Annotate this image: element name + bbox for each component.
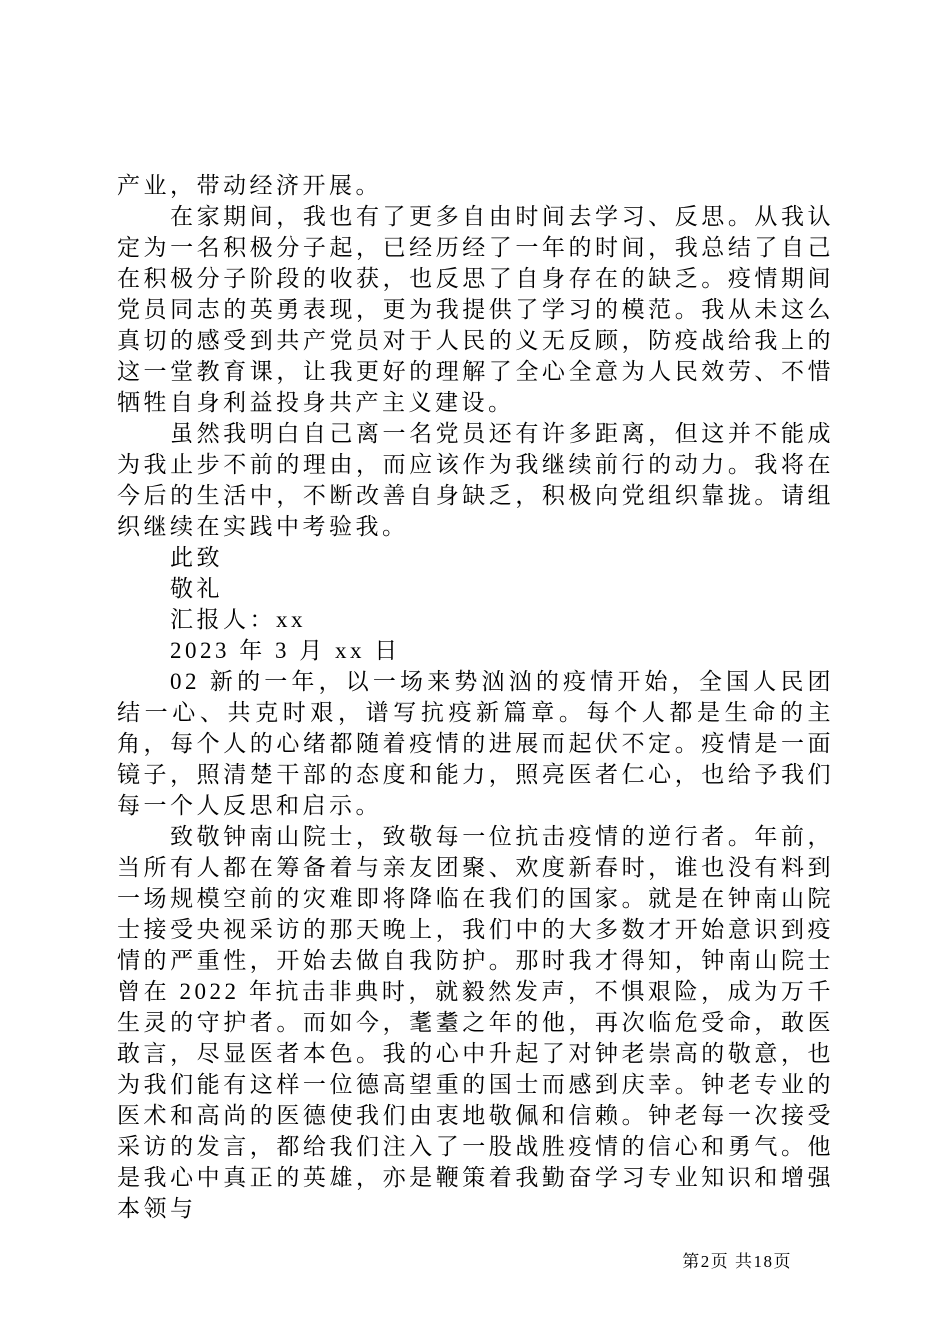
page-number: 第2页 共18页 [682,1252,792,1271]
paragraph: 在家期间，我也有了更多自由时间去学习、反思。从我认定为一名积极分子起，已经历经了一年的时间，我总结了自己在积极分子阶段的收获，也反思了自身存在的缺乏。疫情期间党员同志的英勇表现，更为我提供了学习的模范。我从未这么真切的感受到共产党员对于人民的义无反顾，防疫战给我上的这一堂教育课，让我更好的理解了全心全意为人民效劳、不惜牺牲自身利益投身共产主义建设。 [117,204,834,415]
closing-salutation: 此致 [170,545,223,570]
page-footer [682,1247,792,1272]
paragraph: 致敬钟南山院士，致敬每一位抗击疫情的逆行者。年前，当所有人都在筹备着与亲友团聚、欢度新春时，谁也没有料到一场规模空前的灾难即将降临在我们的国家。就是在钟南山院士接受央视采访的那天晚上，我们中的大多数才开始意识到疫情的严重性，开始去做自我防护。那时我才得知，钟南山院士曾在 2022 年抗击非典时，就毅然发声，不惧艰险，成为万千生灵的守护者。而如今，耄耋之年的他，再次临危受命，敢医敢言，尽显医者本色。我的心中升起了对钟老崇高的敬意，也为我们能有这样一位德高望重的国士而感到庆幸。钟老专业的医术和高尚的医德使我们由衷地敬佩和信赖。钟老每一次接受采访的发言，都给我们注入了一股战胜疫情的信心和勇气。他是我心中真正的英雄，亦是鞭策着我勤奋学习专业知识和增强本领与 [117,824,834,1221]
paragraph: 虽然我明白自己离一名党员还有许多距离，但这并不能成为我止步不前的理由，而应该作为我继续前行的动力。我将在今后的生活中，不断改善自身缺乏，积极向党组织靠拢。请组织继续在实践中考验我。 [117,421,834,539]
paragraph-continuation: 产业，带动经济开展。 [117,173,382,198]
date-line: 2023 年 3 月 xx 日 [170,638,401,663]
reporter-line: 汇报人：xx [170,607,306,632]
closing-salute: 敬礼 [170,576,223,601]
paragraph: 02 新的一年，以一场来势汹汹的疫情开始，全国人民团结一心、共克时艰，谱写抗疫新篇章。每个人都是生命的主角，每个人的心绪都随着疫情的进展而起伏不定。疫情是一面镜子，照清楚干部的态度和能力，照亮医者仁心，也给予我们每一个人反思和启示。 [117,669,834,818]
